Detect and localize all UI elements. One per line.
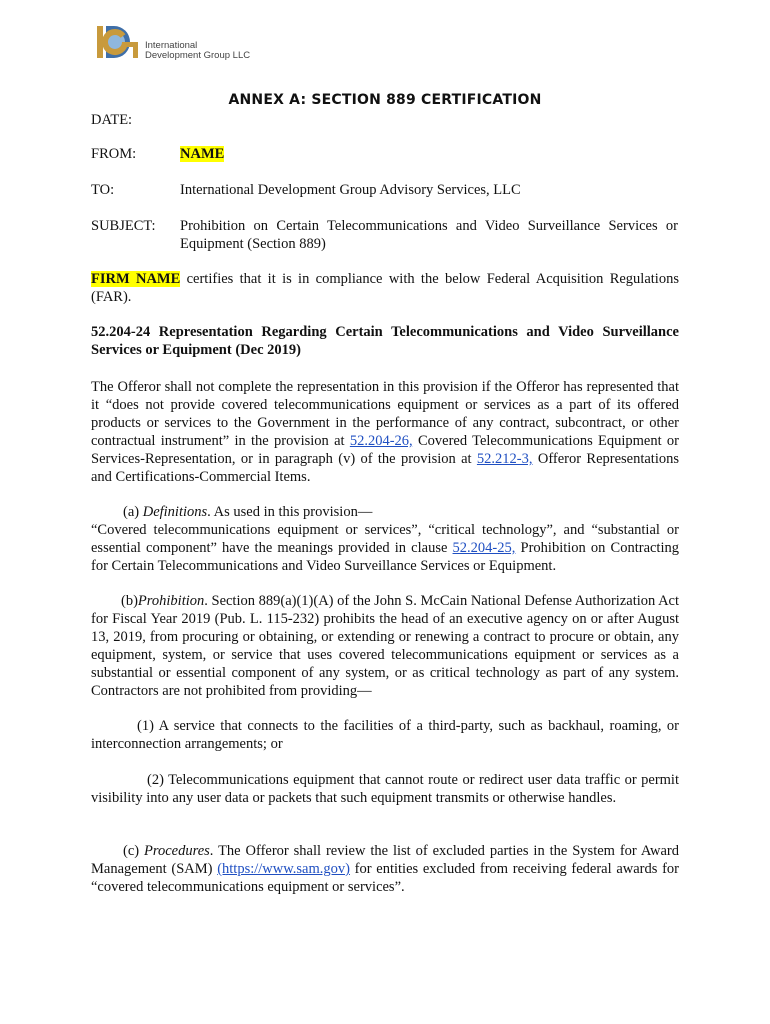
p1-text-1: The Offeror shall not complete the representation in this provision if the Offeror has represented that it “does not provide covered telecommunications equipment or services as a part of its offered products or services to the Government in the performance of any contract, subcontract, or other contractual instrument” in the provision at — [91, 379, 679, 449]
to-value: International Development Group Advisory Services, LLC — [180, 182, 521, 198]
p2-term: Definitions — [142, 504, 208, 520]
logo-line-1: International — [145, 40, 198, 51]
document-title: ANNEX A: SECTION 889 CERTIFICATION — [228, 92, 542, 108]
from-value-container — [180, 145, 678, 163]
company-logo — [97, 22, 267, 64]
p2-lead: (a) — [123, 504, 143, 520]
paragraph-offeror — [91, 378, 679, 486]
idg-logo-mark — [97, 22, 145, 62]
p2-text-3: Prohibition on Contracting for Certain Telecommunications and Video Surveillance Services or Equipment. — [91, 540, 679, 574]
paragraph-definitions — [91, 503, 679, 575]
logo-wordmark — [145, 41, 250, 61]
paragraph-prohibition — [91, 592, 679, 700]
p6-term: Procedures — [144, 843, 210, 859]
p3-text: . Section 889(a)(1)(A) of the John S. McCain National Defense Authorization Act for Fiscal Year 2019 (Pub. L. 115-232) prohibits the head of an executive agency on or after August 13, 2019, from procuring or obtaining, or extending or renewing a contract to procure or obtain, any equipment, system, or service that uses covered telecommunications equipment or services as a substantial or essential component of any system, or as critical technology as part of any system. Contractors are not prohibited from providing— — [91, 593, 680, 699]
link-52-204-26[interactable]: 52.204-26, — [349, 433, 413, 449]
p2-text-1: . As used in this provision— — [207, 504, 373, 520]
from-name-placeholder: NAME — [180, 146, 225, 162]
date-label: DATE: — [91, 112, 133, 128]
firm-name-placeholder: FIRM NAME — [91, 271, 181, 287]
paragraph-exception-2 — [91, 771, 679, 807]
p6-lead: (c) — [123, 843, 145, 859]
from-label: FROM: — [91, 146, 137, 162]
p1-text-3: Offeror Representations and Certifications-Commercial Items. — [91, 451, 680, 485]
to-label: TO: — [91, 182, 115, 198]
p5-text: (2) Telecommunications equipment that cannot route or redirect user data traffic or permit visibility into any user data or packets that such equipment transmits or otherwise handles. — [91, 772, 679, 806]
firm-certification — [91, 270, 679, 306]
p4-text: (1) A service that connects to the facilities of a third-party, such as backhaul, roaming, or interconnection arrangements; or — [91, 718, 679, 752]
paragraph-procedures — [91, 842, 679, 896]
firm-certification-text: certifies that it is in compliance with the below Federal Acquisition Regulations (FAR). — [91, 271, 679, 305]
logo-line-2: Development Group LLC — [145, 50, 251, 61]
p3-term: Prohibition — [137, 593, 205, 609]
link-52-204-25[interactable]: 52.204-25, — [452, 540, 516, 556]
paragraph-exception-1 — [91, 717, 679, 753]
subject-label: SUBJECT: — [91, 218, 156, 234]
p1-text-2: Covered Telecommunications Equipment or Services-Representation, or in paragraph (v) of the provision at — [91, 433, 679, 467]
subject-value: Prohibition on Certain Telecommunications and Video Surveillance Services or Equipment (Section 889) — [180, 218, 678, 252]
p6-text-1: . The Offeror shall review the list of excluded parties in the System for Award Management (SAM) — [91, 843, 680, 877]
p3-lead: (b) — [121, 593, 138, 609]
section-heading: 52.204-24 Representation Regarding Certain Telecommunications and Video Surveillance Services or Equipment (Dec 2019) — [91, 324, 679, 358]
p2-text-2: “Covered telecommunications equipment or services”, “critical technology”, and “substantial or essential component” have the meanings provided in clause — [91, 522, 679, 556]
link-52-212-3[interactable]: 52.212-3, — [476, 451, 533, 467]
p6-text-2: for entities excluded from receiving federal awards for “covered telecommunications equipment or services”. — [91, 861, 680, 895]
sam-gov-link[interactable]: (https://www.sam.gov) — [217, 861, 350, 877]
